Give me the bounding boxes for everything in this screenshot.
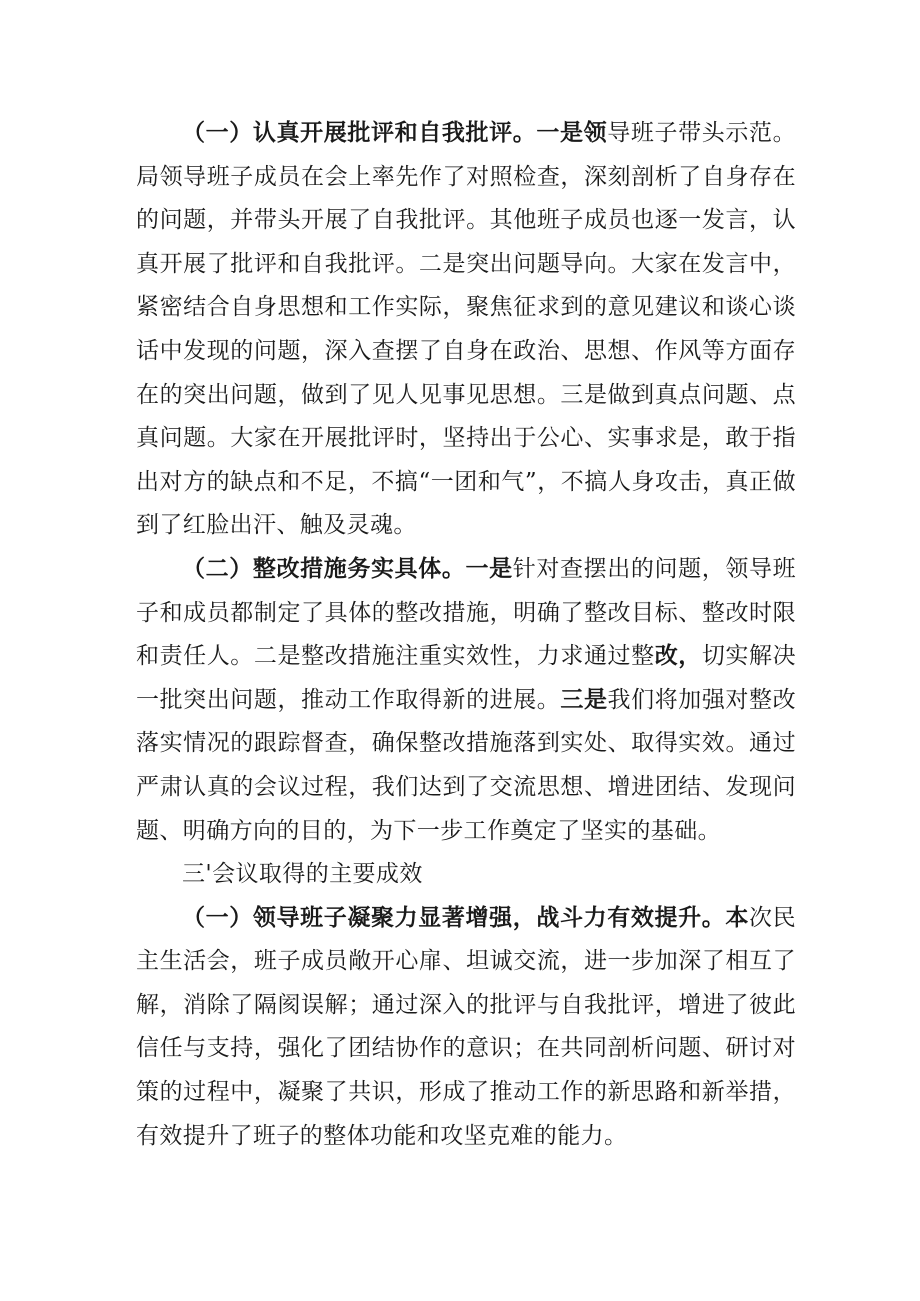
paragraph-rectification-text-1: 针对查摆出的问题，领导班子和成员都制定了具体的整改措施，明确了整改目标、整改时限和责任人。二是整改措施注重实效性，力求通过整 xyxy=(136,555,796,670)
paragraph-rectification-text-3: 我们将加强对整改落实情况的跟踪督查，确保整改措施落到实处、取得实效。通过严肃认真的会议过程，我们达到了交流思想、增进团结、发现问题、明确方向的目的，为下一步工作奠定了坚实的基础。 xyxy=(136,686,796,844)
section-heading-results: 三'会议取得的主要成效 xyxy=(182,861,423,888)
paragraph-rectification xyxy=(136,548,796,853)
paragraph-rectification-lead: （二）整改措施务实具体。一是 xyxy=(182,555,513,582)
paragraph-criticism-lead: （一）认真开展批评和自我批评。一是领 xyxy=(182,120,608,146)
paragraph-cohesion-body: 次民主生活会，班子成员敞开心扉、坦诚交流，进一步加深了相互了解，消除了隔阂误解；通过深入的批评与自我批评，增进了彼此信任与支持，强化了团结协作的意识；在共同剖析问题、研讨对策的过程中，凝聚了共识，形成了推动工作的新思路和新举措，有效提升了班子的整体功能和攻坚克难的能力。 xyxy=(136,904,796,1149)
paragraph-rectification-bold-1: 改， xyxy=(654,643,702,670)
paragraph-cohesion-lead: （一）领导班子凝聚力显著增强，战斗力有效提升。本 xyxy=(182,904,749,931)
document-body xyxy=(136,112,796,1158)
paragraph-criticism xyxy=(136,112,796,548)
paragraph-cohesion xyxy=(136,897,796,1159)
paragraph-rectification-bold-2: 三是 xyxy=(560,686,608,713)
paragraph-rectification-text-2: 切实解决一批突出问题，推动工作取得新的进展。 xyxy=(136,643,796,713)
paragraph-criticism-body: 导班子带头示范。局领导班子成员在会上率先作了对照检查，深刻剖析了自身存在的问题，并带头开展了自我批评。其他班子成员也逐一发言，认真开展了批评和自我批评。二是突出问题导向。大家在发言中，紧密结合自身思想和工作实际，聚焦征求到的意见建议和谈心谈话中发现的问题，深入查摆了自身在政治、思想、作风等方面存在的突出问题，做到了见人见事见思想。三是做到真点问题、点真问题。大家在开展批评时，坚持出于公心、实事求是，敢于指出对方的缺点和不足，不搞“一团和气”，不搞人身攻击，真正做到了红脸出汗、触及灵魂。 xyxy=(136,120,797,539)
